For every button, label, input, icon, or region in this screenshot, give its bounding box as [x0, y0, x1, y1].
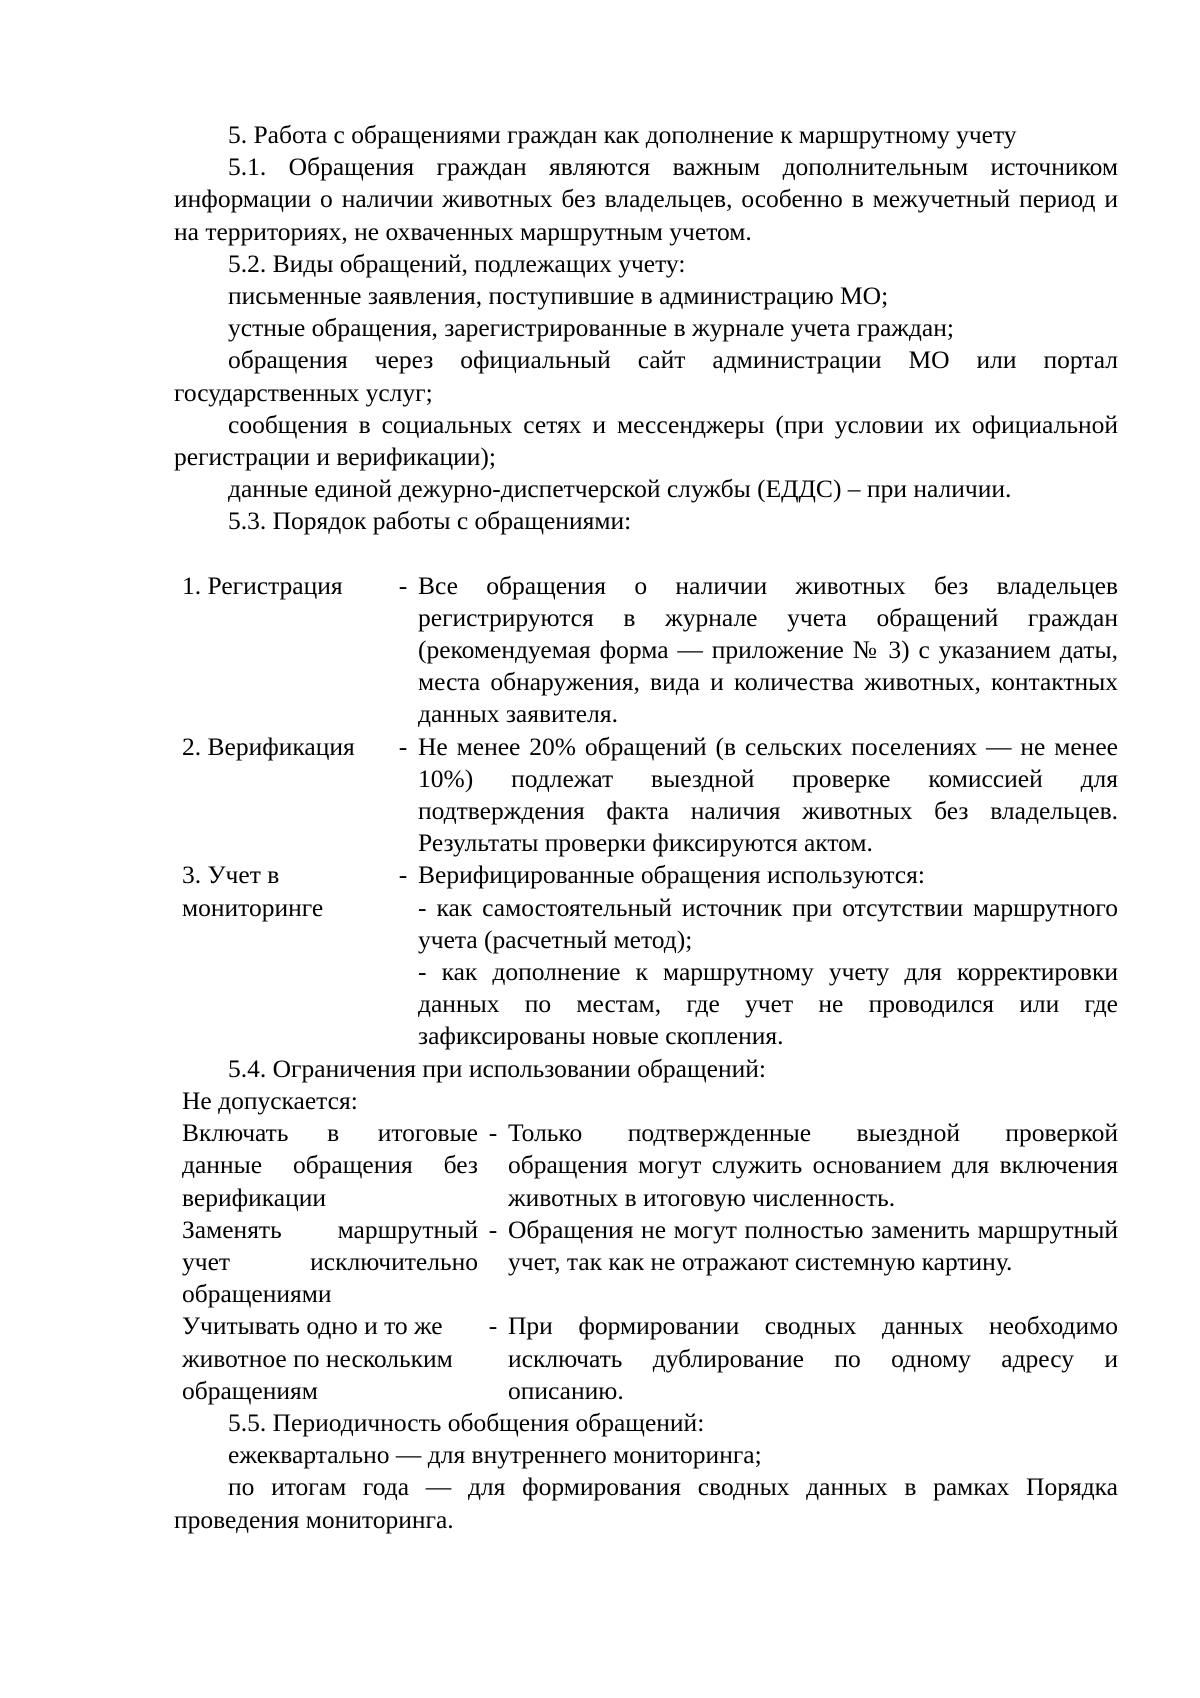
dash: -: [398, 731, 408, 761]
paragraph-5-4: 5.4. Ограничения при использовании обращений:: [228, 1053, 766, 1083]
limits-table: [182, 1117, 1118, 1407]
list-item: сообщения в социальных сетях и мессенджеры (при условии их официальной регистрации и верификации);: [174, 409, 1118, 472]
step-content: [418, 859, 1118, 1052]
paragraph-5-3: 5.3. Порядок работы с обращениями:: [228, 506, 632, 536]
step-label: 1. Регистрация: [182, 570, 343, 600]
dash: -: [398, 860, 408, 890]
limit-why: При формировании сводных данных необходимо исключать дублирование по одному адресу и описанию.: [508, 1311, 1118, 1405]
step-label: 2. Верификация: [182, 731, 355, 761]
dash: -: [398, 570, 408, 600]
limit-why: Обращения не могут полностью заменить маршрутный учет, так как не отражают системную картину.: [508, 1214, 1118, 1276]
spacer: [174, 538, 1118, 570]
list-item: по итогам года — для формирования сводных данных в рамках Порядка проведения мониторинга.: [174, 1472, 1118, 1534]
list-item: ежеквартально — для внутреннего мониторинга;: [228, 1440, 762, 1470]
paragraph-5-1: 5.1. Обращения граждан являются важным дополнительным источником информации о наличии животных без владельцев, особенно в межучетный период и на территориях, не охваченных маршрутным учетом.: [174, 152, 1118, 246]
step-text: Все обращения о наличии животных без владельцев регистрируются в журнале учета обращений граждан (рекомендуемая форма — приложение № 3) с указанием даты, места обнаружения, вида и количества животных, контактных данных заявителя.: [418, 570, 1118, 729]
not-allowed-label: Не допускается:: [182, 1085, 358, 1115]
limit-why: Только подтвержденные выездной проверкой обращения могут служить основанием для включения животных в итоговую численность.: [508, 1118, 1118, 1212]
procedure-table: [182, 570, 1118, 1053]
step-subitem: - как самостоятельный источник при отсутствии маршрутного учета (расчетный метод);: [418, 892, 1118, 954]
paragraph-5-5: 5.5. Периодичность обобщения обращений:: [228, 1407, 705, 1437]
step-subitem: - как дополнение к маршрутному учету для корректировки данных по местам, где учет не проводился или где зафиксированы новые скопления.: [418, 957, 1118, 1051]
list-item: устные обращения, зарегистрированные в журнале учета граждан;: [228, 313, 954, 343]
limit-what: Учитывать одно и то же животное по нескольким обращениям: [182, 1311, 453, 1405]
limit-what: Заменять маршрутный учет исключительно обращениями: [182, 1214, 478, 1309]
list-item: данные единой дежурно-диспетчерской службы (ЕДДС) – при наличии.: [228, 474, 1012, 504]
limit-what: Включать в итоговые данные обращения без верификации: [182, 1118, 478, 1212]
list-item: письменные заявления, поступившие в администрацию МО;: [228, 281, 889, 311]
dash: -: [488, 1311, 498, 1341]
dash: -: [488, 1118, 498, 1148]
step-text: Верифицированные обращения используются:: [418, 860, 925, 890]
dash: -: [488, 1214, 498, 1244]
document-page: [174, 119, 1118, 1536]
paragraph-5-2: 5.2. Виды обращений, подлежащих учету:: [228, 248, 686, 278]
section-title: 5. Работа с обращениями граждан как дополнение к маршрутному учету: [228, 120, 1017, 149]
step-text: Не менее 20% обращений (в сельских поселениях — не менее 10%) подлежат выездной проверке комиссией для подтверждения факта наличия животных без владельцев. Результаты проверки фиксируются актом.: [418, 731, 1118, 858]
list-item: обращения через официальный сайт администрации МО или портал государственных услуг;: [174, 345, 1118, 407]
step-label: 3. Учет в мониторинге: [182, 860, 324, 922]
